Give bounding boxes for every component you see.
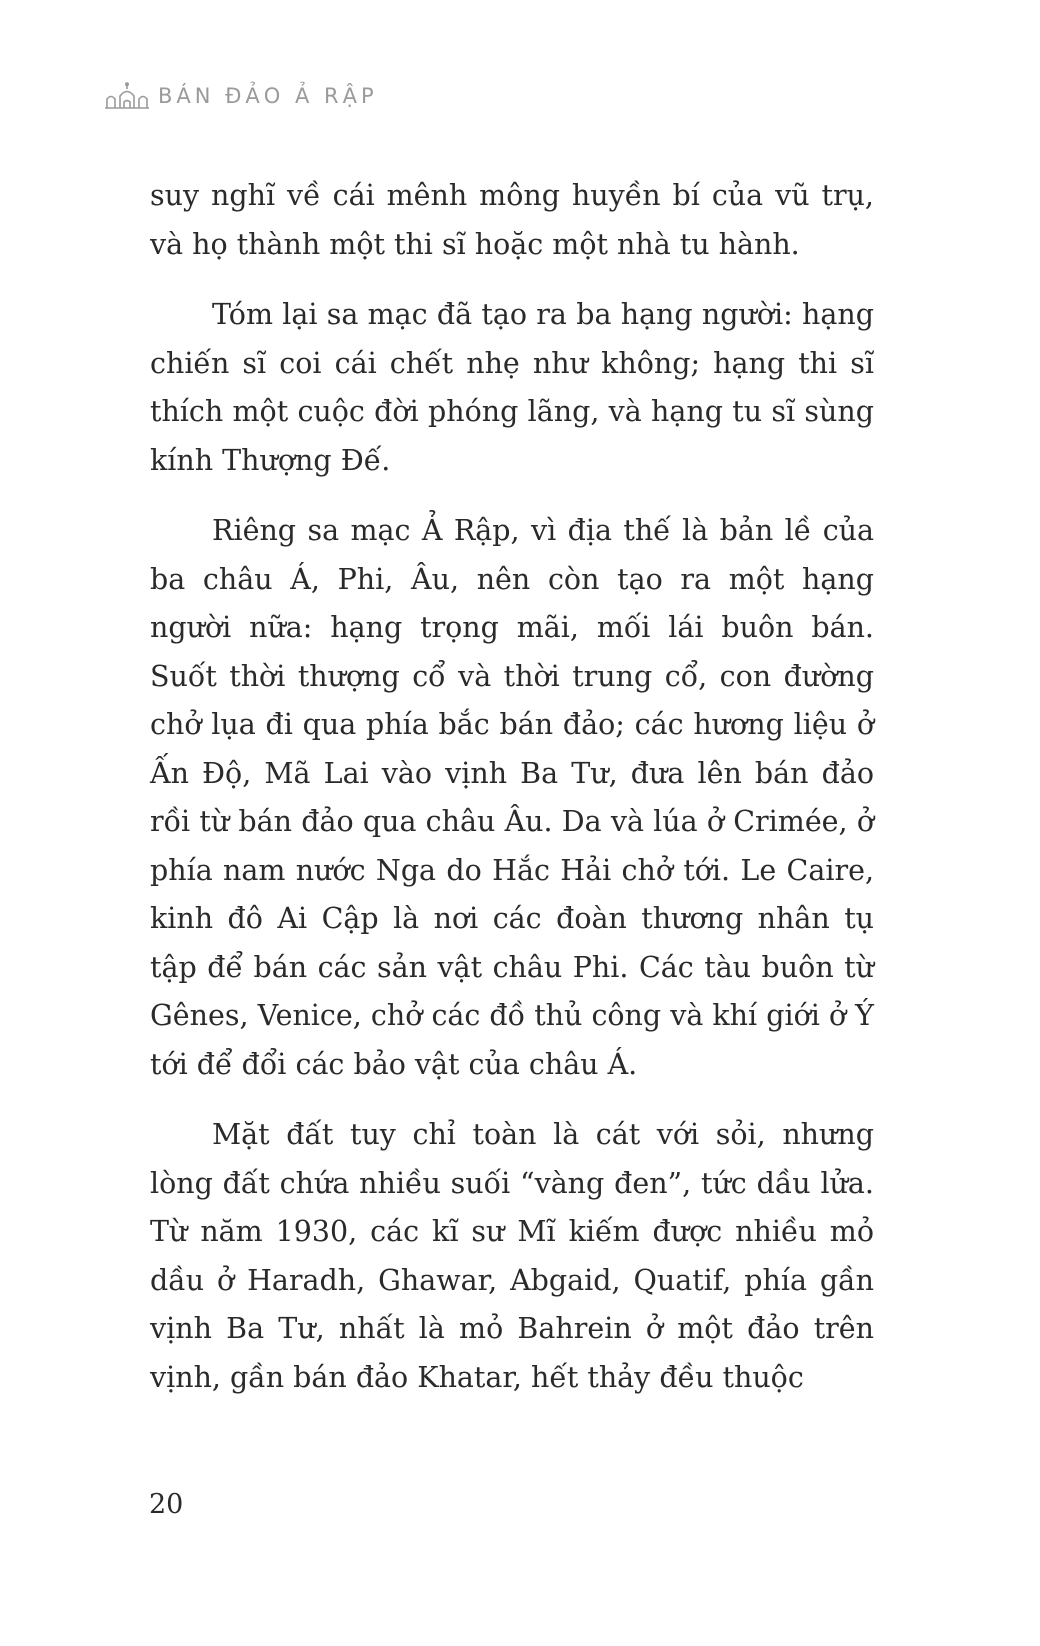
paragraph: Tóm lại sa mạc đã tạo ra ba hạng người: hạng chiến sĩ coi cái chết nhẹ như không; hạng thi sĩ thích một cuộc đời phóng lãng, và hạng tu sĩ sùng kính Thượng Đế. bbox=[150, 298, 874, 477]
running-header-title: BÁN ĐẢO Ả RẬP bbox=[158, 84, 378, 108]
body-text bbox=[150, 172, 874, 1402]
page-number: 20 bbox=[149, 1489, 184, 1520]
mosque-skyline-icon bbox=[104, 82, 150, 110]
paragraph: Riêng sa mạc Ả Rập, vì địa thế là bản lề của ba châu Á, Phi, Âu, nên còn tạo ra một hạng người nữa: hạng trọng mãi, mối lái buôn bán. Suốt thời thượng cổ và thời trung cổ, con đường chở lụa đi qua phía bắc bán đảo; các hương liệu ở Ấn Độ, Mã Lai vào vịnh Ba Tư, đưa lên bán đảo rồi từ bán đảo qua châu Âu. Da và lúa ở Crimée, ở phía nam nước Nga do Hắc Hải chở tới. Le Caire, kinh đô Ai Cập là nơi các đoàn thương nhân tụ tập để bán các sản vật châu Phi. Các tàu buôn từ Gênes, Venice, chở các đồ thủ công và khí giới ở Ý tới để đổi các bảo vật của châu Á. bbox=[150, 514, 874, 1081]
running-header bbox=[104, 82, 378, 110]
paragraph: suy nghĩ về cái mênh mông huyền bí của vũ trụ, và họ thành một thi sĩ hoặc một nhà tu hành. bbox=[150, 179, 874, 261]
paragraph: Mặt đất tuy chỉ toàn là cát với sỏi, nhưng lòng đất chứa nhiều suối “vàng đen”, tức dầu lửa. Từ năm 1930, các kĩ sư Mĩ kiếm được nhiều mỏ dầu ở Haradh, Ghawar, Abgaid, Quatif, phía gần vịnh Ba Tư, nhất là mỏ Bahrein ở một đảo trên vịnh, gần bán đảo Khatar, hết thảy đều thuộc bbox=[150, 1118, 874, 1394]
